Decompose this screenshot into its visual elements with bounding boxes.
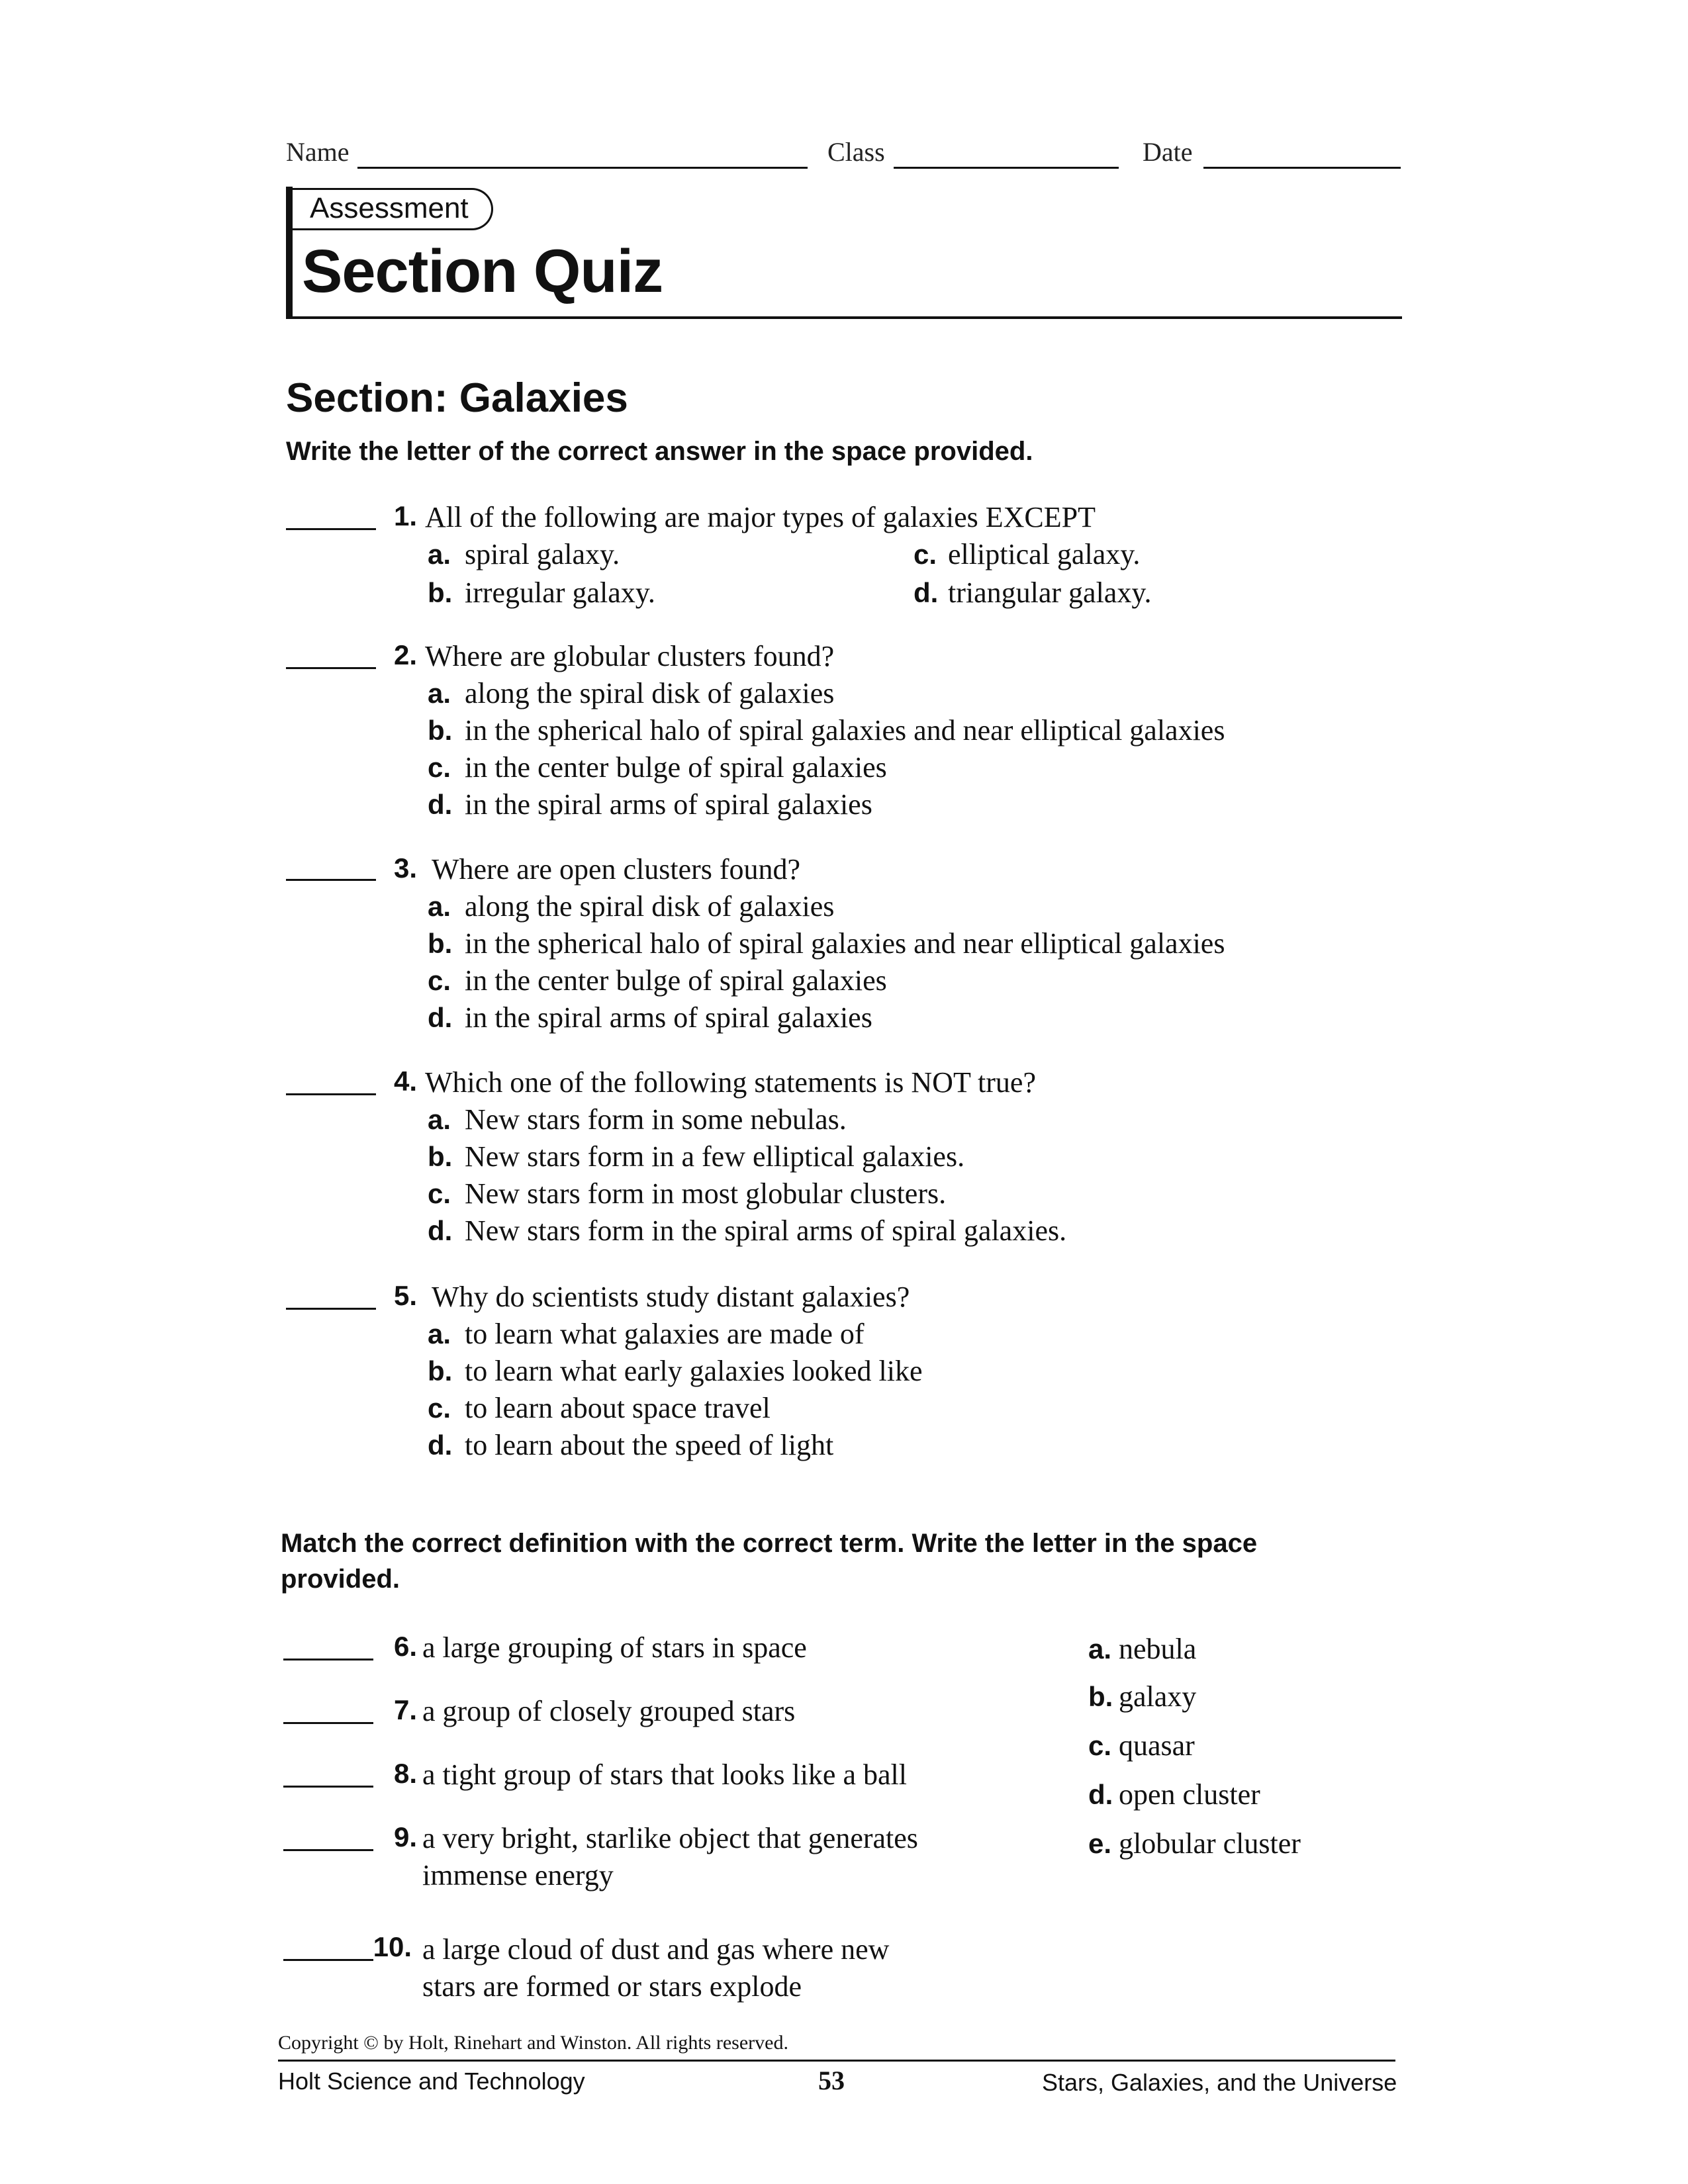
question-number: 4. <box>393 1066 417 1097</box>
answer-blank-2[interactable] <box>286 667 376 669</box>
option-text: irregular galaxy. <box>465 576 655 609</box>
footer-rule <box>278 2060 1395 2062</box>
question-text: Why do scientists study distant galaxies? <box>432 1281 910 1313</box>
option-letter: c. <box>428 1392 451 1424</box>
option-text: to learn about the speed of light <box>465 1429 834 1461</box>
term-text: open cluster <box>1119 1778 1260 1811</box>
option-text: in the spherical halo of spiral galaxies and near elliptical galaxies <box>465 927 1225 960</box>
option-text: in the center bulge of spiral galaxies <box>465 751 887 784</box>
item-number: 7. <box>393 1694 417 1725</box>
class-field[interactable] <box>894 167 1119 169</box>
term-letter: b. <box>1088 1681 1113 1712</box>
option-letter: b. <box>428 1141 453 1172</box>
definition-text: a very bright, starlike object that generates <box>422 1822 918 1854</box>
definition-text: a group of closely grouped stars <box>422 1695 796 1727</box>
option-letter: b. <box>428 715 453 746</box>
title-bar <box>286 187 293 319</box>
answer-blank-6[interactable] <box>283 1659 373 1661</box>
option-letter: d. <box>914 577 939 608</box>
assessment-badge: Assessment <box>293 188 493 230</box>
option-text: to learn what early galaxies looked like <box>465 1355 923 1387</box>
term-text: globular cluster <box>1119 1827 1301 1860</box>
option-letter: a. <box>428 539 451 570</box>
item-number: 10. <box>373 1931 412 1962</box>
option-text: triangular galaxy. <box>948 576 1152 609</box>
copyright-notice: Copyright © by Holt, Rinehart and Winston. All rights reserved. <box>278 2032 788 2054</box>
item-number: 8. <box>393 1758 417 1789</box>
option-text: in the spiral arms of spiral galaxies <box>465 788 872 821</box>
option-letter: d. <box>428 1430 453 1461</box>
page-number: 53 <box>818 2066 845 2095</box>
term-letter: e. <box>1088 1828 1112 1859</box>
option-letter: c. <box>914 539 937 570</box>
definition-text-continued: stars are formed or stars explode <box>422 1970 802 2003</box>
page-title: Section Quiz <box>302 238 663 305</box>
definition-text: a large cloud of dust and gas where new <box>422 1933 890 1966</box>
term-letter: d. <box>1088 1779 1113 1810</box>
name-label: Name <box>286 137 350 167</box>
option-text: New stars form in most globular clusters. <box>465 1177 947 1210</box>
option-letter: a. <box>428 678 451 709</box>
definition-text: a large grouping of stars in space <box>422 1631 807 1664</box>
option-letter: c. <box>428 1178 451 1209</box>
footer-book-title: Holt Science and Technology <box>278 2068 585 2095</box>
date-field[interactable] <box>1203 167 1401 169</box>
option-letter: a. <box>428 891 451 922</box>
option-letter: c. <box>428 752 451 783</box>
answer-blank-5[interactable] <box>286 1308 376 1310</box>
option-text: New stars form in some nebulas. <box>465 1103 847 1136</box>
question-number: 1. <box>393 500 417 531</box>
answer-blank-3[interactable] <box>286 879 376 881</box>
option-text: in the spherical halo of spiral galaxies and near elliptical galaxies <box>465 714 1225 747</box>
term-text: quasar <box>1119 1729 1195 1762</box>
option-text: New stars form in the spiral arms of spiral galaxies. <box>465 1214 1067 1247</box>
answer-blank-10[interactable] <box>283 1959 373 1961</box>
term-letter: c. <box>1088 1730 1112 1761</box>
term-text: galaxy <box>1119 1680 1197 1713</box>
option-text: to learn what galaxies are made of <box>465 1318 865 1350</box>
option-letter: d. <box>428 1002 453 1033</box>
option-text: in the center bulge of spiral galaxies <box>465 964 887 997</box>
option-letter: a. <box>428 1318 451 1349</box>
option-letter: c. <box>428 965 451 996</box>
option-text: to learn about space travel <box>465 1392 771 1424</box>
class-label: Class <box>827 137 885 167</box>
option-text: elliptical galaxy. <box>948 538 1141 570</box>
answer-blank-4[interactable] <box>286 1093 376 1095</box>
definition-text: a tight group of stars that looks like a ball <box>422 1758 907 1791</box>
option-letter: d. <box>428 789 453 820</box>
question-number: 3. <box>393 852 417 884</box>
answer-blank-7[interactable] <box>283 1722 373 1724</box>
option-text: along the spiral disk of galaxies <box>465 677 835 709</box>
instructions-matching-line-2: provided. <box>281 1565 400 1594</box>
question-text: All of the following are major types of galaxies EXCEPT <box>425 501 1096 533</box>
option-text: spiral galaxy. <box>465 538 620 570</box>
option-text: along the spiral disk of galaxies <box>465 890 835 923</box>
option-text: in the spiral arms of spiral galaxies <box>465 1001 872 1034</box>
option-text: New stars form in a few elliptical galaxies. <box>465 1140 965 1173</box>
option-letter: a. <box>428 1104 451 1135</box>
item-number: 9. <box>393 1821 417 1852</box>
item-number: 6. <box>393 1631 417 1662</box>
instructions-multiple-choice: Write the letter of the correct answer in the space provided. <box>286 437 1033 466</box>
answer-blank-9[interactable] <box>283 1849 373 1851</box>
question-text: Where are globular clusters found? <box>425 640 835 672</box>
question-text: Where are open clusters found? <box>432 853 801 886</box>
title-rule <box>286 316 1402 319</box>
name-field[interactable] <box>357 167 808 169</box>
date-label: Date <box>1143 137 1193 167</box>
question-number: 2. <box>393 639 417 670</box>
definition-text-continued: immense energy <box>422 1859 614 1891</box>
answer-blank-1[interactable] <box>286 528 376 530</box>
question-number: 5. <box>393 1280 417 1311</box>
footer-chapter-title: Stars, Galaxies, and the Universe <box>1042 2069 1397 2096</box>
term-text: nebula <box>1119 1633 1197 1665</box>
instructions-matching-line-1: Match the correct definition with the correct term. Write the letter in the space <box>281 1529 1258 1558</box>
option-letter: b. <box>428 928 453 959</box>
option-letter: b. <box>428 577 453 608</box>
option-letter: b. <box>428 1355 453 1387</box>
answer-blank-8[interactable] <box>283 1786 373 1788</box>
section-title: Section: Galaxies <box>286 375 628 421</box>
option-letter: d. <box>428 1215 453 1246</box>
term-letter: a. <box>1088 1633 1112 1664</box>
question-text: Which one of the following statements is NOT true? <box>425 1066 1036 1099</box>
